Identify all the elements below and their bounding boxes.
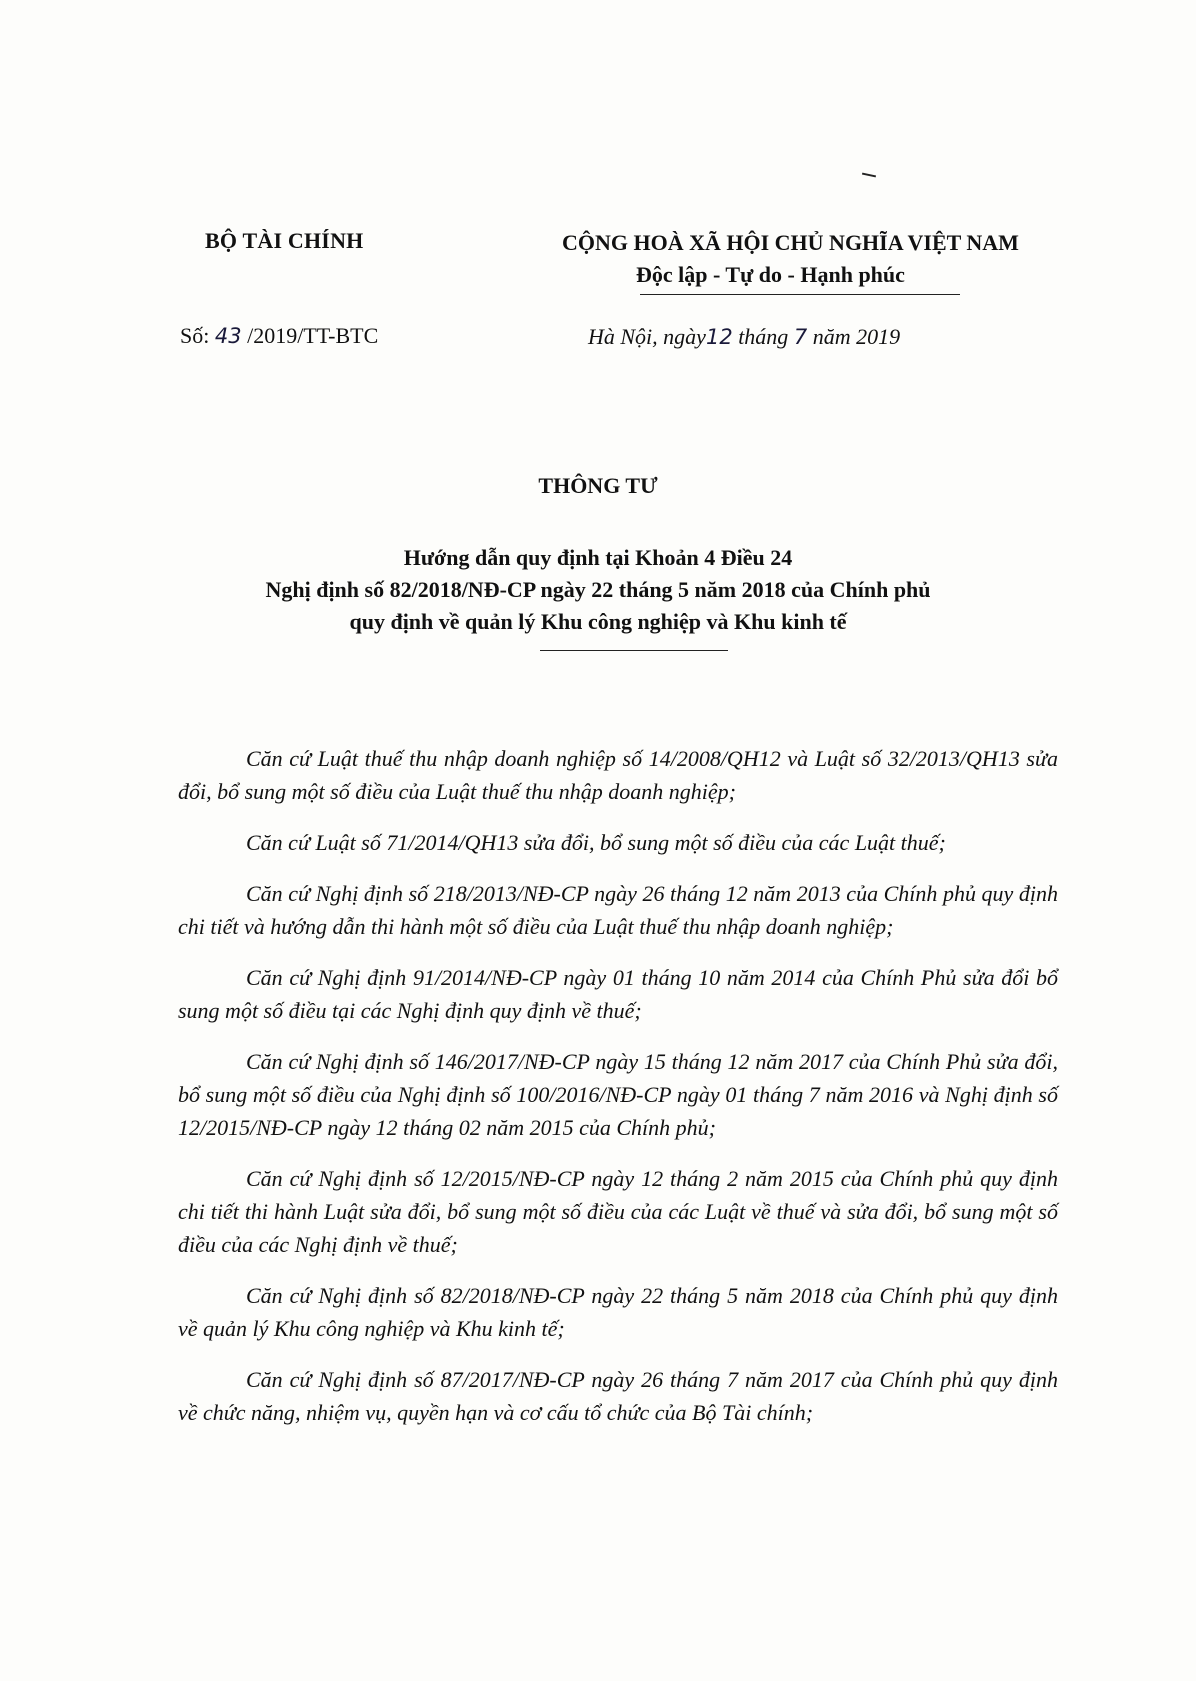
document-type-title: THÔNG TƯ	[538, 473, 658, 498]
date-month-label: tháng	[738, 324, 789, 349]
national-motto: Độc lập - Tự do - Hạnh phúc	[636, 262, 905, 287]
legal-basis-paragraph: Căn cứ Nghị định số 146/2017/NĐ-CP ngày 15 tháng 12 năm 2017 của Chính Phủ sửa đổi, bổ sung một số điều của Nghị định số 100/2016/NĐ-CP ngày 01 tháng 7 năm 2016 và Nghị định số 12/2015/NĐ-CP ngày 12 tháng 02 năm 2015 của Chính phủ;	[178, 1049, 1058, 1140]
document-number	[180, 323, 378, 349]
legal-basis-paragraph: Căn cứ Nghị định số 87/2017/NĐ-CP ngày 26 tháng 7 năm 2017 của Chính phủ quy định về chức năng, nhiệm vụ, quyền hạn và cơ cấu tổ chức của Bộ Tài chính;	[178, 1367, 1058, 1425]
subject-line: Nghị định số 82/2018/NĐ-CP ngày 22 tháng 5 năm 2018 của Chính phủ	[265, 577, 931, 602]
date-day: 12	[705, 325, 733, 349]
date-prefix: Hà Nội, ngày	[588, 324, 706, 349]
legal-basis-paragraph: Căn cứ Luật số 71/2014/QH13 sửa đổi, bổ sung một số điều của các Luật thuế;	[246, 830, 946, 855]
legal-basis-paragraph: Căn cứ Luật thuế thu nhập doanh nghiệp số 14/2008/QH12 và Luật số 32/2013/QH13 sửa đổi, bổ sung một số điều của Luật thuế thu nhập doanh nghiệp;	[178, 746, 1058, 804]
motto-underline	[640, 294, 960, 295]
date-line	[588, 324, 900, 350]
doc-number-suffix: /2019/TT-BTC	[247, 323, 379, 348]
date-month: 7	[793, 325, 808, 349]
national-title: CỘNG HOÀ XÃ HỘI CHỦ NGHĨA VIỆT NAM	[562, 230, 1019, 255]
document-subject	[0, 542, 1196, 638]
pen-mark	[862, 173, 876, 178]
subject-underline	[540, 650, 728, 651]
subject-line: quy định về quản lý Khu công nghiệp và Khu kinh tế	[349, 609, 847, 634]
legal-basis-paragraph: Căn cứ Nghị định số 82/2018/NĐ-CP ngày 22 tháng 5 năm 2018 của Chính phủ quy định về quản lý Khu công nghiệp và Khu kinh tế;	[178, 1283, 1058, 1341]
legal-basis-paragraph: Căn cứ Nghị định số 218/2013/NĐ-CP ngày 26 tháng 12 năm 2013 của Chính phủ quy định chi tiết và hướng dẫn thi hành một số điều của Luật thuế thu nhập doanh nghiệp;	[178, 881, 1058, 939]
subject-line: Hướng dẫn quy định tại Khoản 4 Điều 24	[403, 545, 793, 570]
date-year: năm 2019	[812, 324, 901, 349]
issuing-organization: BỘ TÀI CHÍNH	[205, 228, 364, 253]
legal-basis-paragraph: Căn cứ Nghị định số 12/2015/NĐ-CP ngày 12 tháng 2 năm 2015 của Chính phủ quy định chi tiết thi hành Luật sửa đổi, bổ sung một số điều của các Luật về thuế và sửa đổi, bổ sung một số điều của các Nghị định về thuế;	[178, 1166, 1058, 1257]
doc-number-prefix: Số:	[180, 323, 210, 348]
doc-number-handwritten: 43	[214, 324, 242, 348]
legal-basis-paragraph: Căn cứ Nghị định 91/2014/NĐ-CP ngày 01 tháng 10 năm 2014 của Chính Phủ sửa đổi bổ sung một số điều tại các Nghị định quy định về thuế;	[178, 965, 1058, 1023]
legal-basis-preamble	[178, 742, 1058, 1447]
